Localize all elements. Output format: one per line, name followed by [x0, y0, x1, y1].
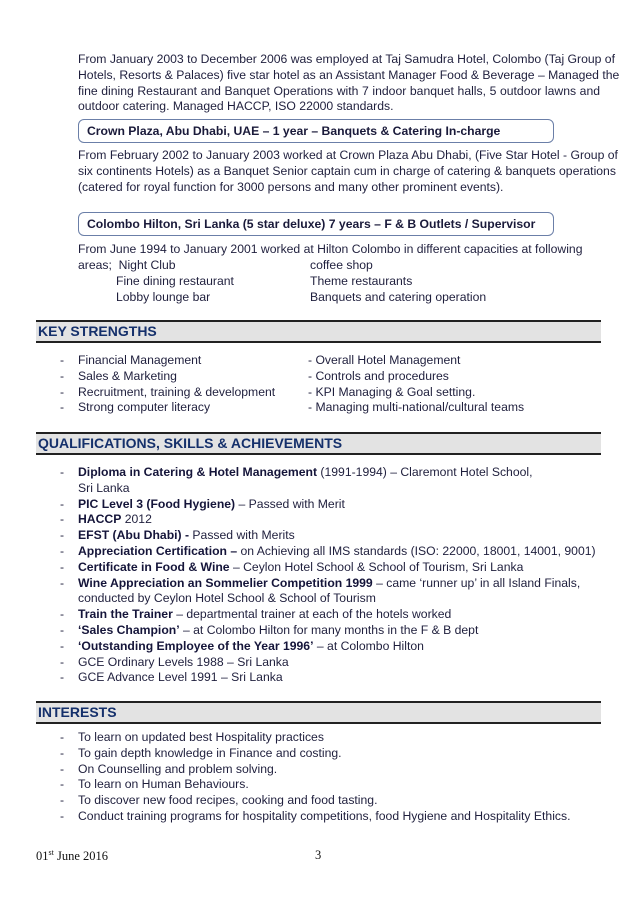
bullet-dash: - — [60, 638, 65, 653]
bullet-dash: - — [60, 761, 65, 776]
footer-date — [36, 848, 108, 864]
page-number: 3 — [315, 848, 322, 862]
area-right: Theme restaurants — [310, 273, 413, 288]
area-right: coffee shop — [310, 258, 373, 272]
area-left: Night Club — [118, 258, 176, 272]
bullet-dash: - — [60, 622, 65, 637]
interest-text: To gain depth knowledge in Finance and costing. — [78, 745, 342, 760]
bullet-dash: - — [60, 384, 65, 399]
bullet-dash: - — [60, 496, 65, 511]
strength-left: Recruitment, training & development — [78, 384, 276, 399]
bullet-dash: - — [60, 654, 65, 669]
strength-left: Sales & Marketing — [78, 368, 177, 383]
bullet-dash: - — [60, 543, 65, 558]
item-text: – came ‘runner up’ in all Island Finals, — [372, 575, 581, 590]
item-text: – Passed with Merit — [235, 496, 345, 511]
area-left: Fine dining restaurant — [116, 273, 234, 288]
crown-plaza-paragraph — [78, 148, 618, 195]
item-bold: Diploma in Catering & Hotel Management — [78, 465, 318, 479]
colombo-hilton-role-title: Colombo Hilton, Sri Lanka (5 star deluxe) 7 years – F & B Outlets / Supervisor — [78, 212, 554, 236]
item-text: – at Colombo Hilton for many months in the F & B dept — [179, 622, 479, 637]
strength-right: - Managing multi-national/cultural teams — [308, 400, 525, 415]
bullet-dash: - — [60, 793, 65, 808]
item-text: – Ceylon Hotel School & School of Tourism, Sri Lanka — [229, 559, 524, 574]
item-text: on Achieving all IMS standards (ISO: 22000, 18001, 14001, 9001) — [237, 543, 596, 558]
paragraph-line: fine dining Restaurant and Banquet Operations with 7 indoor banquet halls, 5 outdoor lawns and — [78, 83, 600, 98]
item-bold: Appreciation Certification – — [78, 543, 238, 558]
bullet-dash: - — [60, 512, 65, 527]
list-item — [60, 639, 600, 655]
item-bold: Wine Appreciation an Sommelier Competition 1999 — [78, 575, 373, 590]
date-suffix: st — [48, 848, 54, 857]
list-item — [60, 465, 600, 497]
paragraph-line: From June 1994 to January 2001 worked at Hilton Colombo in different capacities at following — [78, 242, 583, 256]
list-item — [60, 670, 600, 686]
list-item — [60, 544, 600, 560]
qualifications-list — [60, 465, 600, 686]
item-bold: HACCP — [78, 512, 122, 527]
bullet-dash: - — [60, 745, 65, 760]
areas-prefix: areas; — [78, 258, 112, 272]
item-text: 2012 — [121, 512, 152, 527]
bullet-dash: - — [60, 559, 65, 574]
bullet-dash: - — [60, 368, 65, 383]
list-item — [60, 497, 600, 513]
item-bold: Certificate in Food & Wine — [78, 559, 230, 574]
bullet-dash: - — [60, 670, 65, 685]
date-day: 01 — [36, 849, 49, 864]
list-item — [60, 528, 600, 544]
list-item — [60, 607, 600, 623]
bullet-dash: - — [60, 808, 65, 823]
item-text: GCE Ordinary Levels 1988 – Sri Lanka — [78, 654, 289, 669]
item-bold: EFST (Abu Dhabi) - — [78, 528, 190, 543]
paragraph-line: From January 2003 to December 2006 was employed at Taj Samudra Hotel, Colombo (Taj Group of — [78, 52, 615, 66]
item-bold: Train the Trainer — [78, 607, 173, 622]
area-left: Lobby lounge bar — [116, 289, 211, 304]
taj-experience-paragraph — [78, 52, 620, 115]
paragraph-line: six continents Hotels) as a Banquet Senior captain cum in charge of catering & banquets operations — [78, 163, 616, 178]
bullet-dash: - — [60, 607, 65, 622]
item-text: Passed with Merits — [189, 528, 295, 543]
strength-right: - KPI Managing & Goal setting. — [308, 384, 476, 399]
bullet-dash: - — [60, 777, 65, 792]
crown-plaza-role-title: Crown Plaza, Abu Dhabi, UAE – 1 year – Banquets & Catering In-charge — [78, 119, 554, 143]
item-continuation: Sri Lanka — [78, 480, 130, 495]
area-right: Banquets and catering operation — [310, 289, 487, 304]
item-continuation: conducted by Ceylon Hotel School & School of Tourism — [78, 591, 376, 606]
key-strengths-heading: KEY STRENGTHS — [36, 320, 601, 343]
bullet-dash: - — [60, 528, 65, 543]
interest-text: On Counselling and problem solving. — [78, 761, 278, 776]
paragraph-line: outdoor catering. Managed HACCP, ISO 22000 standards. — [78, 99, 394, 114]
strength-left: Strong computer literacy — [78, 400, 211, 415]
interest-text: Conduct training programs for hospitality competitions, food Hygiene and Hospitality Ethics. — [78, 808, 571, 823]
interest-text: To learn on updated best Hospitality practices — [78, 730, 324, 744]
item-bold: ‘Outstanding Employee of the Year 1996’ — [78, 638, 314, 653]
date-rest: June 2016 — [53, 849, 109, 864]
paragraph-line: Hotels, Resorts & Palaces) five star hotel as an Assistant Manager Food & Beverage – Managed the — [78, 67, 620, 82]
list-item — [60, 512, 600, 528]
interest-text: To discover new food recipes, cooking and food tasting. — [78, 793, 378, 808]
list-item — [60, 576, 600, 608]
bullet-dash: - — [60, 730, 65, 744]
strength-right: - Overall Hotel Management — [308, 353, 461, 367]
item-text: (1991-1994) – Claremont Hotel School, — [317, 465, 533, 479]
bullet-dash: - — [60, 575, 65, 590]
list-item — [60, 623, 600, 639]
colombo-hilton-intro — [78, 242, 600, 258]
item-text: – departmental trainer at each of the hotels worked — [172, 607, 452, 622]
bullet-dash: - — [60, 400, 65, 415]
item-bold: PIC Level 3 (Food Hygiene) — [78, 496, 236, 511]
list-item — [60, 560, 600, 576]
paragraph-line: (catered for royal function for 3000 persons and many other prominent events). — [78, 179, 504, 194]
paragraph-line: From February 2002 to January 2003 worked at Crown Plaza Abu Dhabi, (Five Star Hotel - Group of — [78, 148, 618, 162]
strength-right: - Controls and procedures — [308, 368, 449, 383]
item-text: GCE Advance Level 1991 – Sri Lanka — [78, 670, 283, 685]
list-item — [60, 655, 600, 671]
interest-text: To learn on Human Behaviours. — [78, 777, 249, 792]
bullet-dash: - — [60, 465, 65, 479]
item-text: – at Colombo Hilton — [313, 638, 424, 653]
item-bold: ‘Sales Champion’ — [78, 622, 180, 637]
qualifications-heading: QUALIFICATIONS, SKILLS & ACHIEVEMENTS — [36, 432, 601, 455]
strength-left: Financial Management — [78, 353, 202, 367]
interests-heading: INTERESTS — [36, 701, 601, 724]
bullet-dash: - — [60, 353, 65, 367]
